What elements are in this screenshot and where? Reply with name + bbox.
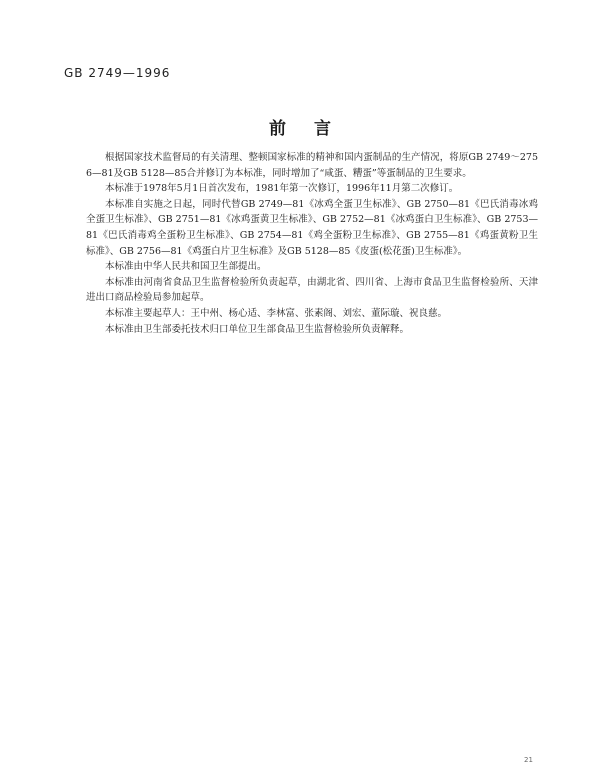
page-number: 21: [524, 756, 533, 764]
page-title: 前言: [269, 119, 359, 139]
paragraph-interpretation: 本标准由卫生部委托技术归口单位卫生部食品卫生监督检验所负责解释。: [105, 323, 410, 335]
foreword-body: [86, 150, 538, 337]
paragraph-revision-basis: 根据国家技术监督局的有关清理、整顿国家标准的精神和国内蛋制品的生产情况，将原GB 2749～2756—81及GB 5128—85合并修订为本标准，同时增加了“咸蛋、糟蛋”等蛋制品的卫生要求。: [86, 152, 538, 179]
paragraph-drafting-units: 本标准由河南省食品卫生监督检验所负责起草，由湖北省、四川省、上海市食品卫生监督检验所、天津进出口商品检验局参加起草。: [86, 276, 538, 304]
paragraph-main-drafters: 本标准主要起草人：王中州、杨心适、李林富、张素阁、刘宏、董际璇、祝良慈。: [105, 307, 448, 319]
paragraph-publication-history: 本标准于1978年5月1日首次发布，1981年第一次修订，1996年11月第二次修订。: [105, 183, 459, 195]
standard-code: GB 2749—1996: [64, 66, 171, 80]
paragraph-proposer: 本标准由中华人民共和国卫生部提出。: [105, 261, 267, 273]
paragraph-replaced-standards: 本标准自实施之日起，同时代替GB 2749—81《冰鸡全蛋卫生标准》、GB 2750—81《巴氏消毒冰鸡全蛋卫生标准》、GB 2751—81《冰鸡蛋黄卫生标准》、GB 2752—81《冰鸡蛋白卫生标准》、GB 2753—81《巴氏消毒鸡全蛋粉卫生标准》、GB 2754—81《鸡全蛋粉卫生标准》、GB 2755—81《鸡蛋黄粉卫生标准》、GB 2756—81《鸡蛋白片卫生标准》及GB 5128—85《皮蛋(松花蛋)卫生标准》。: [86, 198, 538, 257]
